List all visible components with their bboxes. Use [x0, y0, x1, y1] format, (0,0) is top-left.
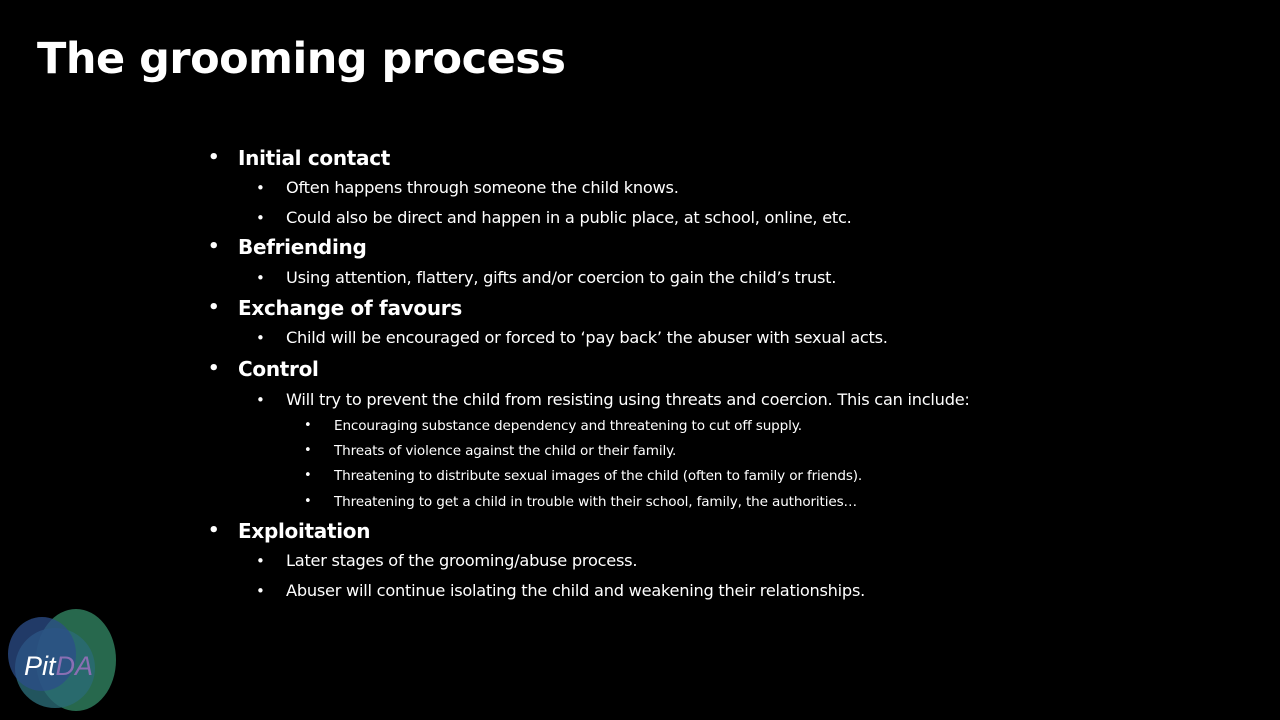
- pitda-logo: [0, 600, 130, 720]
- list-item: [256, 550, 638, 572]
- bullet-icon: •: [304, 494, 312, 509]
- list-item: [256, 327, 888, 349]
- section-control: [208, 356, 319, 382]
- bullet-icon: •: [304, 418, 312, 433]
- logo-text-pit: Pit: [24, 651, 56, 681]
- section-exploitation: [208, 518, 371, 544]
- list-item: [256, 207, 852, 229]
- section-heading: Control: [238, 357, 319, 381]
- bullet-icon: •: [208, 297, 220, 318]
- list-item: [256, 267, 837, 289]
- slide-title: The grooming process: [37, 34, 566, 84]
- sub-list-item-text: Encouraging substance dependency and threatening to cut off supply.: [334, 418, 802, 434]
- sub-list-item-text: Threatening to distribute sexual images of the child (often to family or friends).: [334, 468, 863, 484]
- sub-list-item: [304, 442, 677, 460]
- sub-list-item: [304, 417, 802, 435]
- list-item: [256, 177, 679, 199]
- sub-list-item: [304, 467, 863, 485]
- sub-list-item: [304, 493, 857, 511]
- bullet-icon: •: [208, 236, 220, 257]
- list-item-text: Often happens through someone the child knows.: [286, 178, 679, 197]
- section-heading: Befriending: [238, 235, 367, 259]
- bullet-icon: •: [208, 358, 220, 379]
- list-item-text: Using attention, flattery, gifts and/or coercion to gain the child’s trust.: [286, 268, 837, 287]
- sub-list-item-text: Threatening to get a child in trouble with their school, family, the authorities…: [334, 494, 857, 510]
- list-item-text: Abuser will continue isolating the child and weakening their relationships.: [286, 581, 866, 600]
- bullet-icon: •: [256, 269, 265, 287]
- bullet-icon: •: [304, 468, 312, 483]
- section-heading: Exploitation: [238, 519, 371, 543]
- section-heading: Exchange of favours: [238, 296, 462, 320]
- bullet-icon: •: [256, 329, 265, 347]
- bullet-icon: •: [256, 179, 265, 197]
- section-heading: Initial contact: [238, 146, 391, 170]
- bullet-icon: •: [256, 391, 265, 409]
- section-initial-contact: [208, 145, 391, 171]
- list-item-text: Could also be direct and happen in a public place, at school, online, etc.: [286, 208, 852, 227]
- list-item-text: Child will be encouraged or forced to ‘pay back’ the abuser with sexual acts.: [286, 328, 888, 347]
- list-item: [256, 580, 866, 602]
- bullet-icon: •: [256, 552, 265, 570]
- logo-text-da: DA: [55, 651, 94, 681]
- svg-text:PitDA: [24, 651, 93, 681]
- bullet-icon: •: [208, 147, 220, 168]
- section-exchange-of-favours: [208, 295, 462, 321]
- sub-list-item-text: Threats of violence against the child or their family.: [334, 443, 677, 459]
- bullet-icon: •: [256, 582, 265, 600]
- bullet-icon: •: [304, 443, 312, 458]
- section-befriending: [208, 234, 367, 260]
- list-item-text: Will try to prevent the child from resisting using threats and coercion. This can include:: [286, 390, 970, 409]
- bullet-icon: •: [256, 209, 265, 227]
- list-item-text: Later stages of the grooming/abuse process.: [286, 551, 638, 570]
- bullet-icon: •: [208, 520, 220, 541]
- list-item: [256, 389, 970, 411]
